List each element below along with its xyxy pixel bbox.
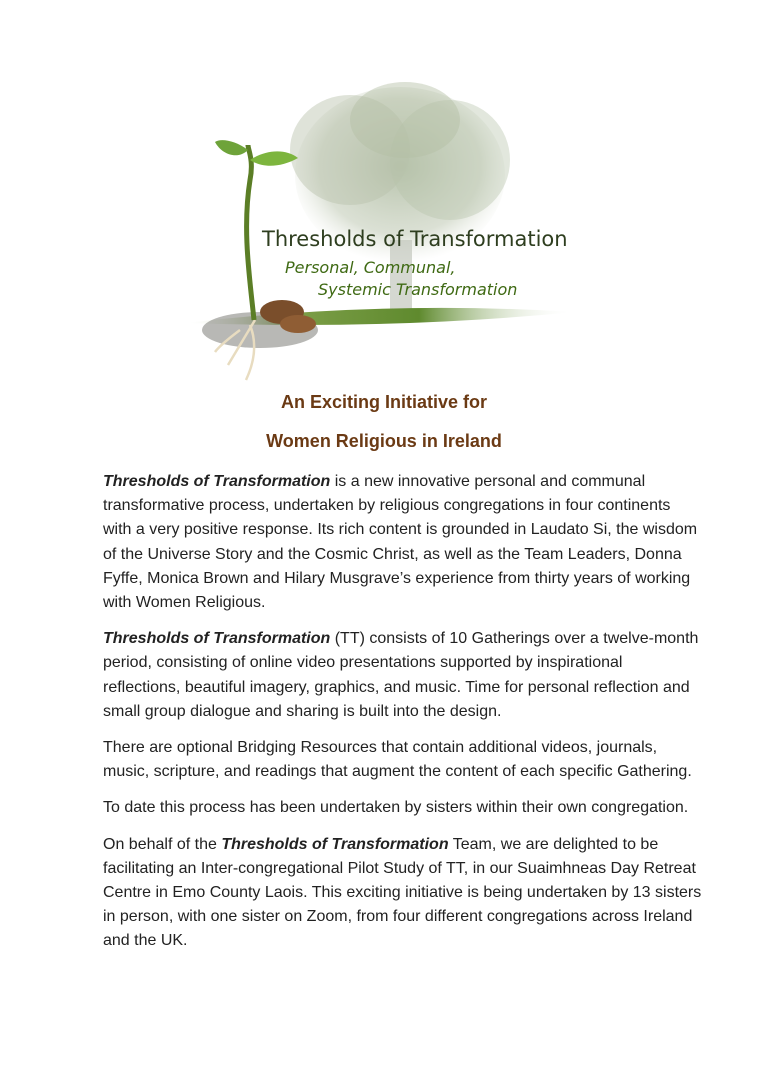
logo-graphic — [180, 80, 590, 390]
program-name: Thresholds of Transformation — [221, 835, 449, 853]
logo-title: Thresholds of Transformation — [262, 227, 568, 251]
heading-line-2: Women Religious in Ireland — [266, 431, 502, 451]
paragraph-structure: Thresholds of Transformation (TT) consists of 10 Gatherings over a twelve-month period, consisting of online video presentations supported by inspirational reflections, beautiful imagery, graphics, and music. Time for personal reflection and small group dialogue and sharing is built into the design. — [103, 630, 699, 720]
program-name: Thresholds of Transformation — [103, 473, 331, 490]
paragraph-history: To date this process has been undertaken by sisters within their own congregation. — [103, 799, 689, 817]
logo-subtitle-line2: Systemic Transformation — [318, 280, 518, 299]
logo-subtitle-line1: Personal, Communal, — [285, 258, 456, 277]
seedling-leaf-left — [215, 140, 248, 155]
thresholds-logo — [180, 80, 590, 390]
program-name: Thresholds of Transformation — [103, 630, 331, 648]
heading-line-1: An Exciting Initiative for — [280, 392, 488, 412]
paragraph-pilot-study: On behalf of the Thresholds of Transformation Team, we are delighted to be facilitating an Inter-congregational Pilot Study of TT, in our Suaimhneas Day Retreat Centre in Emo County Laois. This exciting initiative is being undertaken by 13 sisters in person, with one sister on Zoom, from four different congregations across Ireland and the UK. — [103, 835, 702, 950]
paragraph-resources: There are optional Bridging Resources that contain additional videos, journals, music, scripture, and readings that augment the content of each specific Gathering. — [103, 739, 692, 781]
document-body — [103, 470, 703, 966]
seedling-stem — [247, 145, 254, 320]
paragraph-intro: Thresholds of Transformation is a new innovative personal and communal transformative process, undertaken by religious congregations in four continents with a very positive response. Its rich content is grounded in Laudato Si, the wisdom of the Universe Story and the Cosmic Christ, as well as the Team Leaders, Donna Fyffe, Monica Brown and Hilary Musgrave’s experience from thirty years of working with Women Religious. — [103, 473, 698, 612]
